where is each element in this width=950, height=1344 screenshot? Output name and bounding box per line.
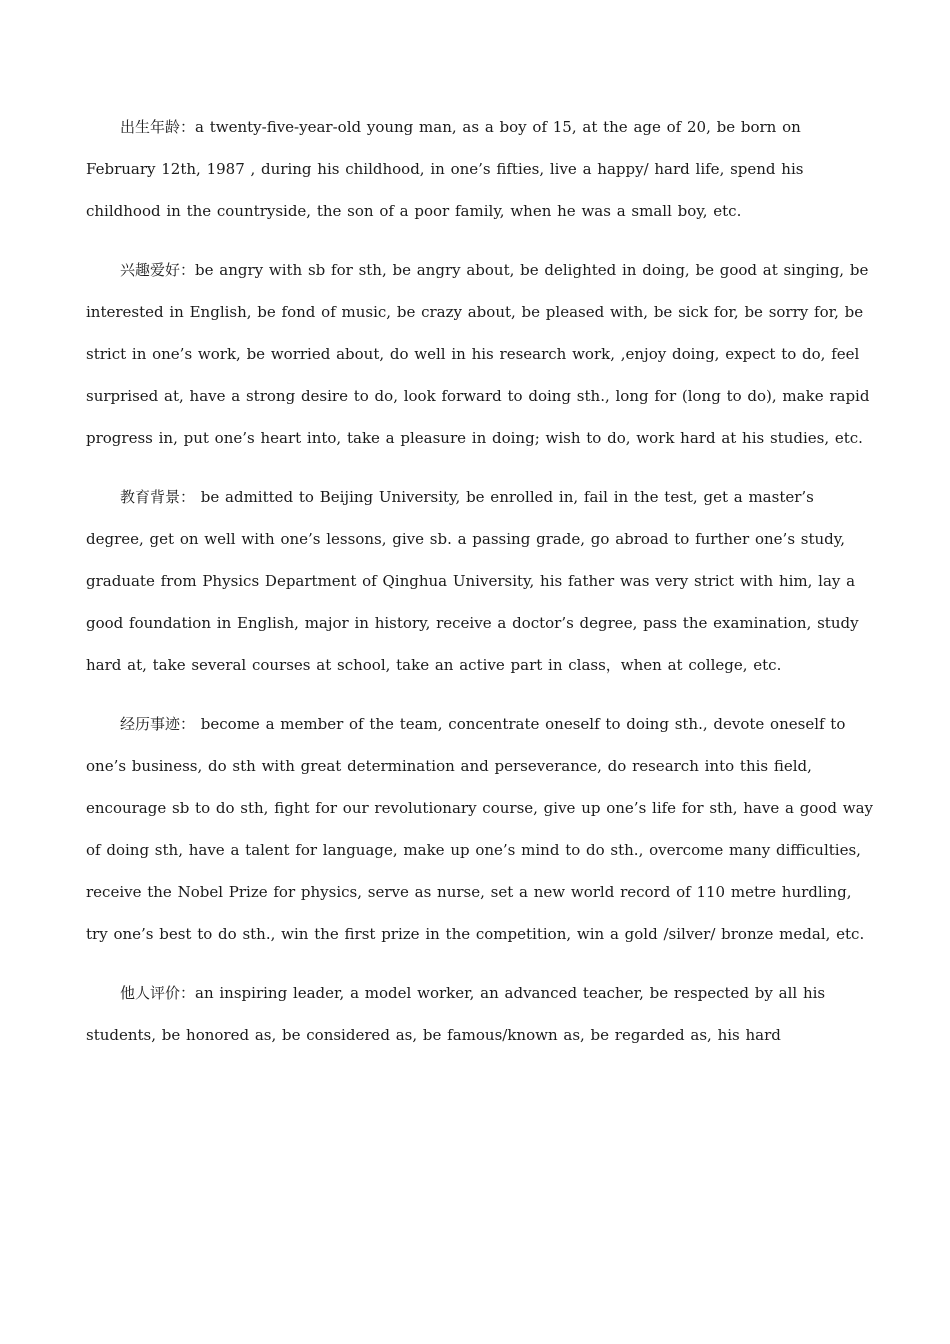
paragraph-label: 经历事迹： xyxy=(120,715,196,733)
document-page xyxy=(86,106,876,1073)
paragraph-experience xyxy=(86,703,876,955)
paragraph-hobbies xyxy=(86,249,876,459)
paragraph-label: 教育背景： xyxy=(120,488,196,506)
paragraph-birth-age xyxy=(86,106,876,232)
paragraph-label: 他人评价： xyxy=(120,984,196,1002)
paragraph-text: be admitted to Beijing University, be enrolled in, fail in the test, get a master’s degree, get on well with one’s lessons, give sb. a passing grade, go abroad to further one’s study, graduate from Physics Department of Qinghua University, his father was very strict with him, lay a good foundation in English, major in history, receive a doctor’s degree, pass the examination, study hard at, take several courses at school, take an active part in class，when at college, etc. xyxy=(86,488,859,674)
paragraph-text: an inspiring leader, a model worker, an advanced teacher, be respected by all his students, be honored as, be considered as, be famous/known as, be regarded as, his hard xyxy=(86,984,826,1044)
paragraph-education xyxy=(86,476,876,686)
paragraph-label: 出生年龄： xyxy=(120,118,196,136)
paragraph-label: 兴趣爱好： xyxy=(120,261,196,279)
paragraph-text: be angry with sb for sth, be angry about, be delighted in doing, be good at singing, be interested in English, be fond of music, be crazy about, be pleased with, be sick for, be sorry for, be strict in one’s work, be worried about, do well in his research work, ,enjoy doing, expect to do, feel surprised at, have a strong desire to do, look forward to doing sth., long for (long to do), make rapid progress in, put one’s heart into, take a pleasure in doing; wish to do, work hard at his studies, etc. xyxy=(86,261,870,447)
paragraph-text: become a member of the team, concentrate oneself to doing sth., devote oneself to one’s business, do sth with great determination and perseverance, do research into this field, encourage sb to do sth, fight for our revolutionary course, give up one’s life for sth, have a good way of doing sth, have a talent for language, make up one’s mind to do sth., overcome many difficulties, receive the Nobel Prize for physics, serve as nurse, set a new world record of 110 metre hurdling, try one’s best to do sth., win the first prize in the competition, win a gold /silver/ bronze medal, etc. xyxy=(86,715,873,943)
paragraph-text: a twenty-five-year-old young man, as a boy of 15, at the age of 20, be born on February 12th, 1987 , during his childhood, in one’s fifties, live a happy/ hard life, spend his childhood in the countryside, the son of a poor family, when he was a small boy, etc. xyxy=(86,118,804,220)
paragraph-evaluation xyxy=(86,972,876,1056)
